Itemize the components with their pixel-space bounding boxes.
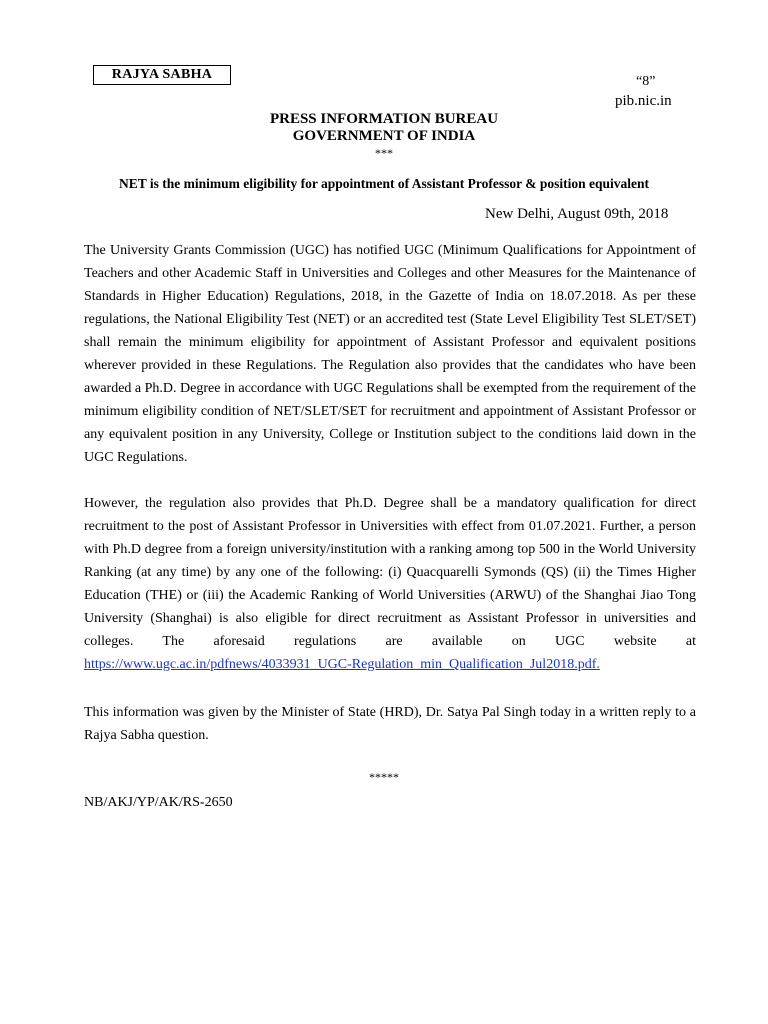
question-number: “8” [636, 74, 656, 89]
press-release-headline: NET is the minimum eligibility for appointment of Assistant Professor & position equivalent [118, 176, 650, 191]
body-paragraph-3: This information was given by the Minister of State (HRD), Dr. Satya Pal Singh today in a written reply to a Rajya Sabha question. [84, 705, 696, 743]
body-paragraph-1: The University Grants Commission (UGC) has notified UGC (Minimum Qualifications for Appointment of Teachers and other Academic Staff in Universities and Colleges and other Measures for the Maintenance of Standards in Higher Education) Regulations, 2018, in the Gazette of India on 18.07.2018. As per these regulations, the National Eligibility Test (NET) or an accredited test (State Level Eligibility Test SLET/SET) shall remain the minimum eligibility for appointment of Assistant Professor and equivalent positions wherever provided in these Regulations. The Regulation also provides that the candidates who have been awarded a Ph.D. Degree in accordance with UGC Regulations shall be exempted from the requirement of the minimum eligibility condition of NET/SLET/SET for recruitment and appointment of Assistant Professor or any equivalent position in any University, College or Institution subject to the conditions laid down in the UGC Regulations. [84, 243, 696, 465]
dateline: New Delhi, August 09th, 2018 [485, 206, 669, 222]
bureau-title: PRESS INFORMATION BUREAU [269, 111, 499, 127]
site-label: pib.nic.in [615, 93, 672, 109]
house-label: RAJYA SABHA [93, 65, 231, 85]
header-separator: *** [375, 146, 393, 160]
government-title: GOVERNMENT OF INDIA [292, 128, 476, 144]
reference-code: NB/AKJ/YP/AK/RS-2650 [84, 795, 233, 810]
ugc-regulation-link[interactable]: https://www.ugc.ac.in/pdfnews/4033931_UGC-Regulation_min_Qualification_Jul2018.pdf. [84, 657, 600, 672]
footer-separator: ***** [369, 770, 399, 784]
body-paragraph-2-text: However, the regulation also provides that Ph.D. Degree shall be a mandatory qualification for direct recruitment to the post of Assistant Professor in Universities with effect from 01.07.2021. Further, a person with Ph.D degree from a foreign university/institution with a ranking among top 500 in the World University Ranking (at any time) by any one of the following: (i) Quacquarelli Symonds (QS) (ii) the Times Higher Education (THE) or (iii) the Academic Ranking of World Universities (ARWU) of the Shanghai Jiao Tong University (Shanghai) is also eligible for direct recruitment as Assistant Professor in universities and colleges. The aforesaid regulations are available on UGC website at [84, 496, 696, 649]
body-paragraph-2 [84, 492, 696, 676]
